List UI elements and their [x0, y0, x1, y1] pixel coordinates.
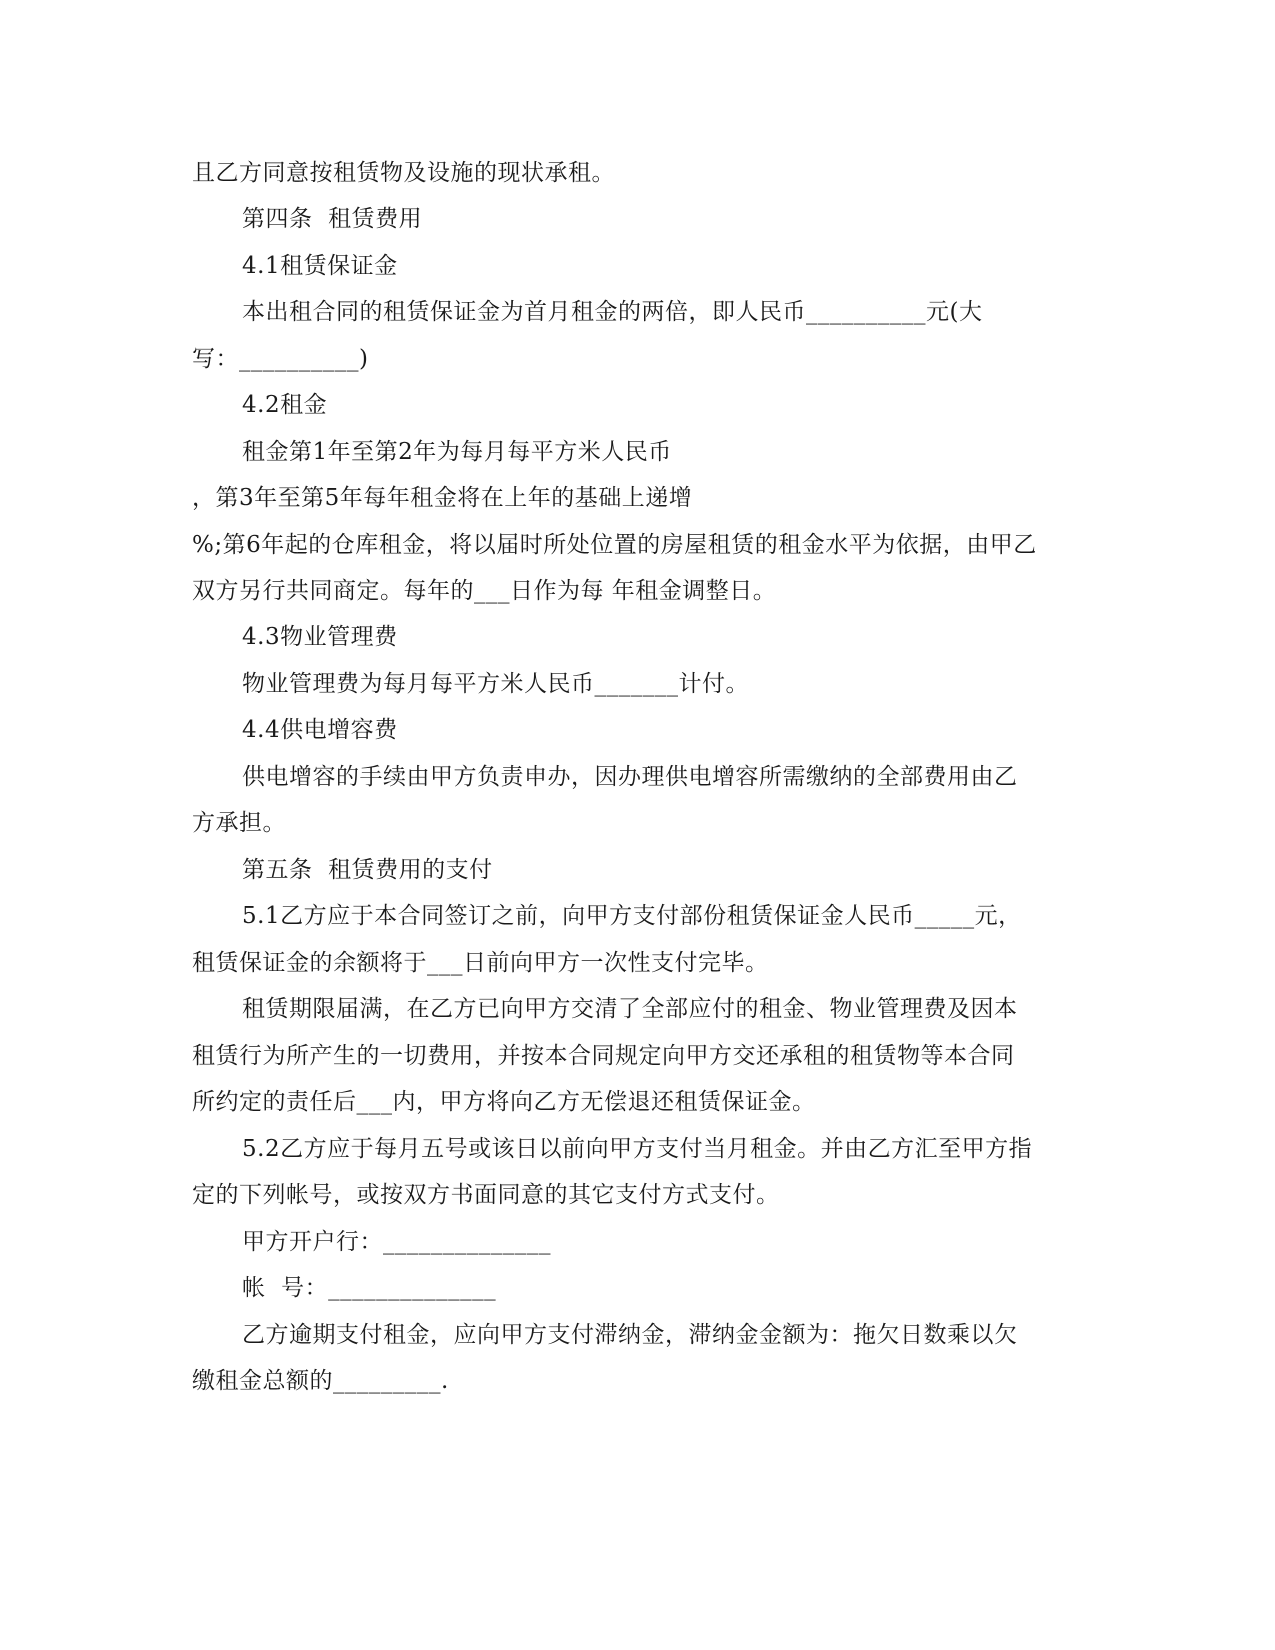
text-line: 定的下列帐号，或按双方书面同意的其它支付方式支付。 [192, 1182, 780, 1208]
text-line: 租赁保证金的余额将于___日前向甲方一次性支付完毕。 [192, 950, 769, 976]
text-line: 租赁期限届满，在乙方已向甲方交清了全部应付的租金、物业管理费及因本 [242, 996, 1018, 1022]
text-line: 双方另行共同商定。每年的___日作为每 年租金调整日。 [192, 578, 777, 604]
text-line: ，第3年至第5年每年租金将在上年的基础上递增 [192, 485, 693, 511]
text-line: 租赁行为所产生的一切费用，并按本合同规定向甲方交还承租的租赁物等本合同 [192, 1043, 1015, 1069]
text-line: 租金第1年至第2年为每月每平方米人民币 [242, 439, 672, 465]
bank-field: 甲方开户行：______________ [242, 1229, 551, 1255]
section-heading: 4.3物业管理费 [242, 624, 398, 650]
section-heading: 4.2租金 [242, 392, 328, 418]
text-line: 供电增容的手续由甲方负责申办，因办理供电增容所需缴纳的全部费用由乙 [242, 764, 1018, 790]
text-line: 写：__________) [192, 346, 369, 372]
text-line: %;第6年起的仓库租金，将以届时所处位置的房屋租赁的租金水平为依据，由甲乙 [192, 532, 1037, 558]
account-field: 帐 号：______________ [242, 1275, 497, 1301]
text-line: 所约定的责任后___内，甲方将向乙方无偿退还租赁保证金。 [192, 1089, 816, 1115]
text-line: 方承担。 [192, 810, 286, 836]
text-line: 且乙方同意按租赁物及设施的现状承租。 [192, 160, 615, 186]
text-line: 5.1乙方应于本合同签订之前，向甲方支付部份租赁保证金人民币_____元， [242, 903, 1022, 929]
text-line: 本出租合同的租赁保证金为首月租金的两倍，即人民币__________元(大 [242, 299, 983, 325]
text-line: 5.2乙方应于每月五号或该日以前向甲方支付当月租金。并由乙方汇至甲方指 [242, 1136, 1033, 1162]
text-line: 物业管理费为每月每平方米人民币_______计付。 [242, 671, 749, 697]
text-line: 缴租金总额的_________. [192, 1368, 449, 1394]
article-heading: 第五条 租赁费用的支付 [242, 857, 493, 883]
section-heading: 4.4供电增容费 [242, 717, 398, 743]
section-heading: 4.1租赁保证金 [242, 253, 398, 279]
text-line: 乙方逾期支付租金，应向甲方支付滞纳金，滞纳金金额为：拖欠日数乘以欠 [242, 1322, 1018, 1348]
article-heading: 第四条 租赁费用 [242, 206, 423, 232]
